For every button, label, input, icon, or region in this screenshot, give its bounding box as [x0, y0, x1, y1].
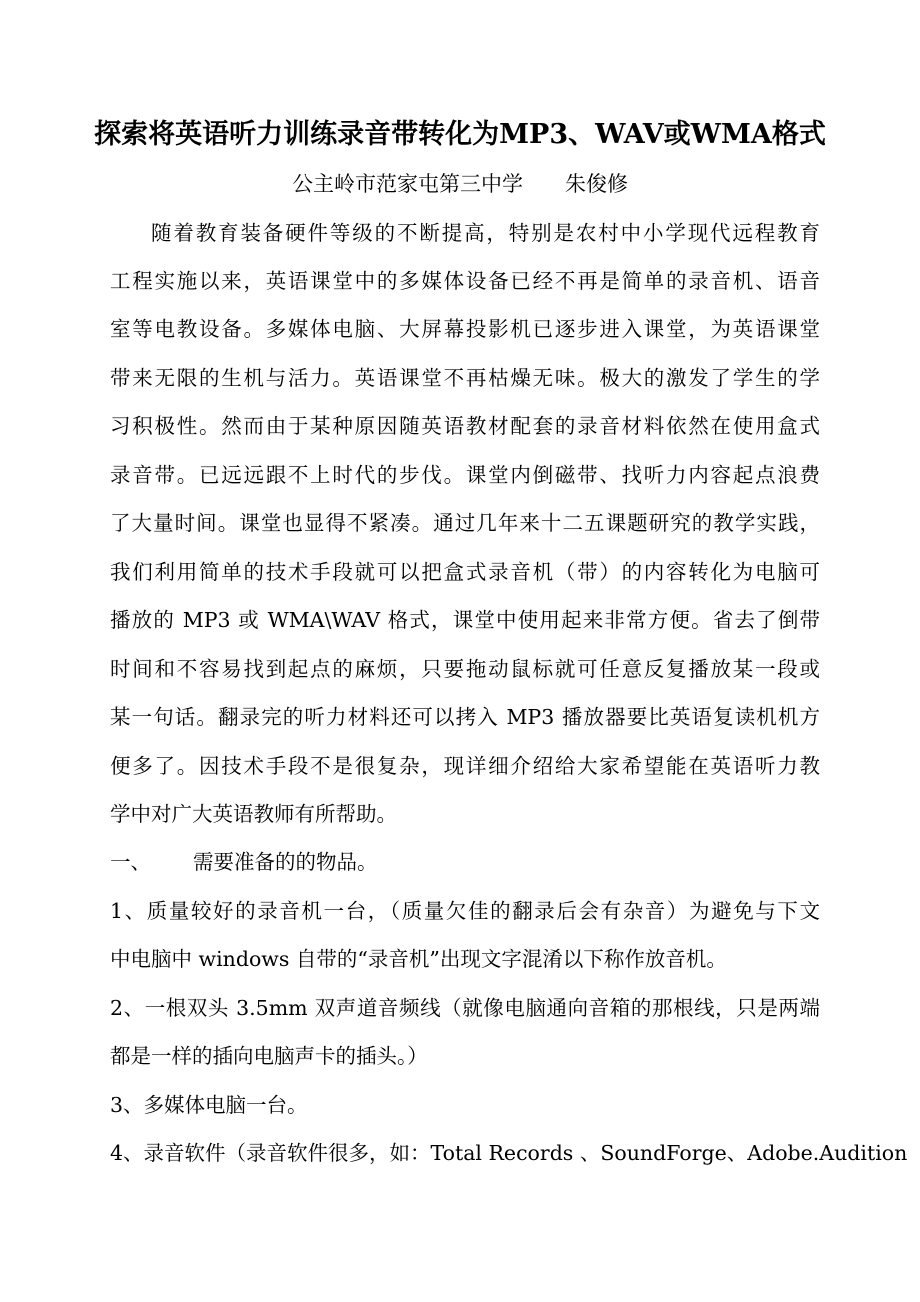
- paragraph-line: 我们利用简单的技术手段就可以把盒式录音机（带）的内容转化为电脑可: [110, 560, 820, 584]
- list-item-line: 1、质量较好的录音机一台，（质量欠佳的翻录后会有杂音）为避免与下文: [110, 899, 820, 923]
- document-title: 探索将英语听力训练录音带转化为MP3、WAV或WMA格式: [94, 119, 826, 150]
- list-item-line: 中电脑中 windows 自带的“录音机”出现文字混淆以下称作放音机。: [110, 947, 727, 971]
- author-byline: [0, 166, 920, 202]
- paragraph-line: 学中对广大英语教师有所帮助。: [110, 802, 397, 826]
- paragraph-line: 录音带。已远远跟不上时代的步伐。课堂内倒磁带、找听力内容起点浪费: [110, 463, 820, 487]
- list-item-line: 2、一根双头 3.5mm 双声道音频线（就像电脑通向音箱的那根线，只是两端: [110, 996, 820, 1020]
- paragraph-line: 某一句话。翻录完的听力材料还可以拷入 MP3 播放器要比英语复读机机方: [110, 705, 820, 729]
- list-item-line: 都是一样的插向电脑声卡的插头。）: [110, 1044, 428, 1068]
- author-school: 公主岭市范家屯第三中学: [292, 172, 523, 196]
- list-item-line: 3、多媒体电脑一台。: [110, 1093, 308, 1117]
- list-item-line: 4、录音软件（录音软件很多，如：Total Records 、SoundForge、Adobe.Audition: [110, 1141, 908, 1165]
- paragraph-line: 播放的 MP3 或 WMA\WAV 格式，课堂中使用起来非常方便。省去了倒带: [110, 608, 820, 632]
- section-heading-text: 需要准备的的物品。: [193, 850, 378, 874]
- paragraph-line: 工程实施以来，英语课堂中的多媒体设备已经不再是简单的录音机、语音: [110, 269, 820, 293]
- paragraph-line: 带来无限的生机与活力。英语课堂不再枯燥无味。极大的激发了学生的学: [110, 366, 820, 390]
- paragraph-line: 了大量时间。课堂也显得不紧凑。通过几年来十二五课题研究的教学实践，: [110, 511, 820, 535]
- section-heading: [110, 847, 820, 877]
- paragraph-line: 便多了。因技术手段不是很复杂，现详细介绍给大家希望能在英语听力教: [110, 754, 820, 778]
- paragraph-line: 习积极性。然而由于某种原因随英语教材配套的录音材料依然在使用盒式: [110, 414, 820, 438]
- author-name: 朱俊修: [565, 172, 628, 196]
- paragraph-line: 随着教育装备硬件等级的不断提高，特别是农村中小学现代远程教育: [151, 221, 820, 245]
- paragraph-line: 室等电教设备。多媒体电脑、大屏幕投影机已逐步进入课堂，为英语课堂: [110, 317, 820, 341]
- paragraph-line: 时间和不容易找到起点的麻烦，只要拖动鼠标就可任意反复播放某一段或: [110, 657, 820, 681]
- section-heading-number: 一、: [110, 850, 151, 874]
